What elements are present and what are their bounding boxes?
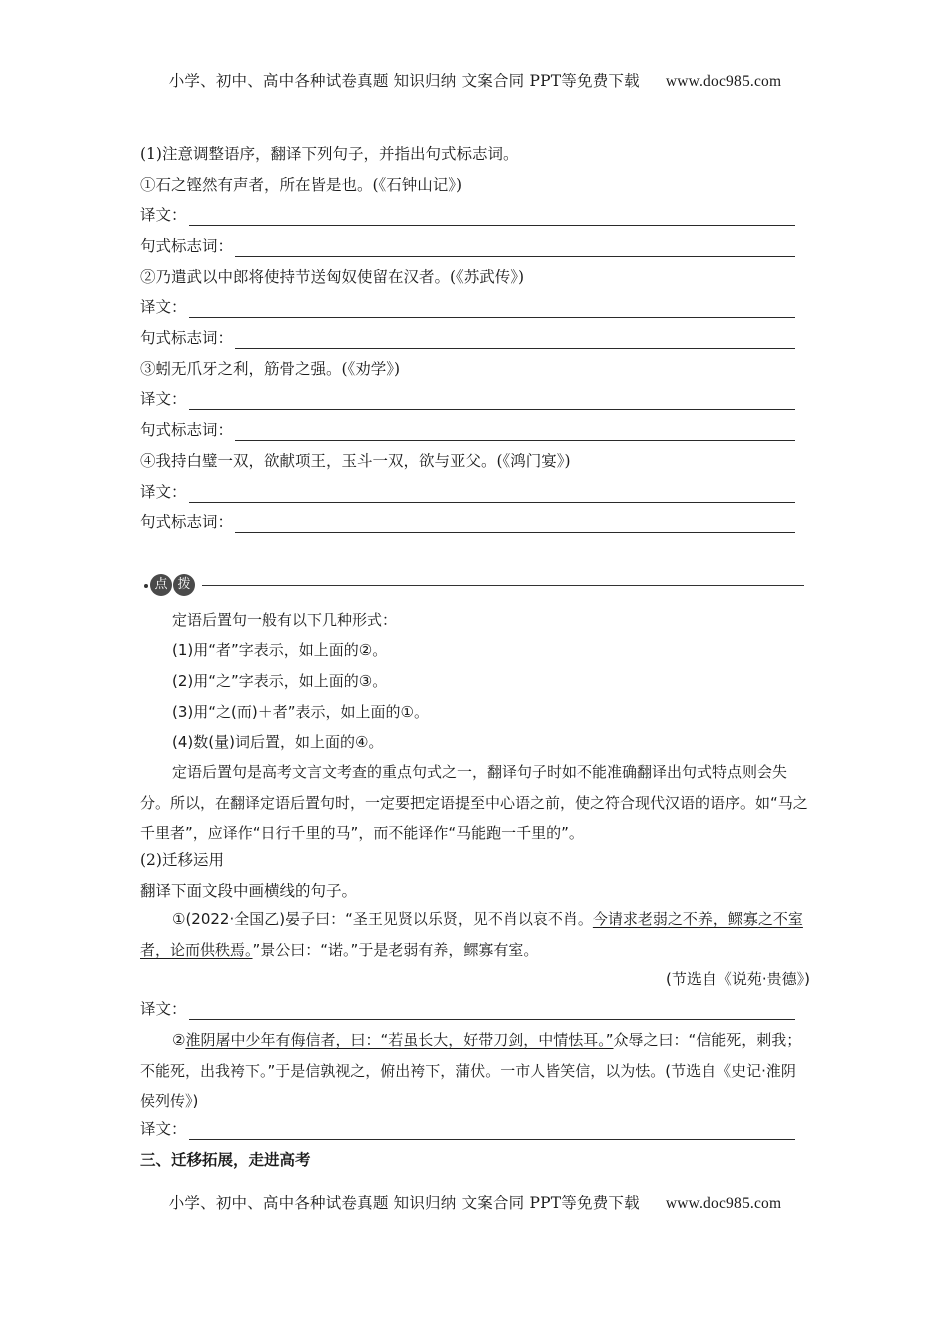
- tip-header: [140, 573, 804, 599]
- translation-field-1[interactable]: [140, 204, 795, 226]
- sentence-1: ①石之铿然有声者，所在皆是也。(《石钟山记》): [140, 176, 463, 194]
- translation-label: 译文：: [140, 1000, 187, 1018]
- section1-instruction: (1)注意调整语序，翻译下列句子，并指出句式标志词。: [140, 145, 519, 163]
- tip-note: [140, 757, 810, 849]
- passage-2-after: 众辱之曰：“信能死，刺我；不能死，出我袴下。”于是信孰视之，俯出袴下，蒲伏。一市人皆笑信，以为怯。(节选自《史记·淮阴侯列传》): [140, 1031, 802, 1110]
- passage-2: [140, 1025, 810, 1117]
- answer-blank[interactable]: [189, 302, 795, 318]
- section2-instruction: 翻译下面文段中画横线的句子。: [140, 882, 358, 900]
- answer-blank[interactable]: [189, 1004, 795, 1020]
- tip-badge-1: 点: [150, 574, 172, 596]
- translation-label: 译文：: [140, 298, 187, 316]
- answer-blank[interactable]: [189, 394, 795, 410]
- tip-form-3: (3)用“之(而)＋者”表示，如上面的①。: [172, 703, 429, 721]
- translation-field-5[interactable]: [140, 998, 795, 1020]
- tip-form-4: (4)数(量)词后置，如上面的④。: [172, 733, 384, 751]
- answer-blank[interactable]: [189, 210, 795, 226]
- passage-1-underlined: 今请求老弱之不养，鳏寡之不室者，论而供秩焉。: [140, 910, 803, 959]
- translation-label: 译文：: [140, 483, 187, 501]
- section3-title: 三、迁移拓展，走进高考: [140, 1150, 311, 1169]
- answer-blank[interactable]: [235, 333, 795, 349]
- answer-blank[interactable]: [189, 487, 795, 503]
- passage-2-before: ②: [172, 1031, 186, 1049]
- answer-blank[interactable]: [189, 1124, 795, 1140]
- answer-blank[interactable]: [235, 425, 795, 441]
- tip-note-text: 定语后置句是高考文言文考查的重点句式之一，翻译句子时如不能准确翻译出句式特点则会失分。所以，在翻译定语后置句时，一定要把定语提至中心语之前，使之符合现代汉语的语序。如“马之千里者”，应译作“日行千里的马”，而不能译作“马能跑一千里的”。: [140, 763, 808, 842]
- page-header: [0, 69, 950, 91]
- marker-field-3[interactable]: [140, 419, 795, 441]
- answer-blank[interactable]: [235, 517, 795, 533]
- marker-label: 句式标志词：: [140, 513, 234, 531]
- marker-label: 句式标志词：: [140, 237, 234, 255]
- tip-badge-2: 拨: [173, 574, 195, 596]
- tip-form-1: (1)用“者”字表示，如上面的②。: [172, 641, 388, 659]
- sentence-3: ③蚓无爪牙之利，筋骨之强。(《劝学》): [140, 360, 401, 378]
- page-footer: [0, 1191, 950, 1213]
- translation-label: 译文：: [140, 390, 187, 408]
- section2-title: (2)迁移运用: [140, 851, 224, 869]
- tip-intro: 定语后置句一般有以下几种形式：: [172, 611, 398, 629]
- passage-1-after: ”景公曰：“诺。”于是老弱有养，鳏寡有室。: [252, 940, 539, 959]
- marker-field-4[interactable]: [140, 511, 795, 533]
- marker-label: 句式标志词：: [140, 421, 234, 439]
- sentence-2: ②乃遣武以中郎将使持节送匈奴使留在汉者。(《苏武传》): [140, 268, 525, 286]
- translation-label: 译文：: [140, 1120, 187, 1138]
- passage-1: [140, 904, 810, 965]
- translation-field-2[interactable]: [140, 296, 795, 318]
- tip-divider: [202, 585, 804, 586]
- header-url[interactable]: www.doc985.com: [665, 73, 782, 90]
- bullet-dot: [144, 584, 148, 588]
- translation-field-4[interactable]: [140, 481, 795, 503]
- translation-field-6[interactable]: [140, 1118, 795, 1140]
- passage-2-underlined: 淮阴屠中少年有侮信者，曰：“若虽长大，好带刀剑，中情怯耳。”: [185, 1031, 614, 1049]
- footer-url[interactable]: www.doc985.com: [665, 1195, 782, 1212]
- marker-field-2[interactable]: [140, 327, 795, 349]
- answer-blank[interactable]: [235, 241, 795, 257]
- marker-field-1[interactable]: [140, 235, 795, 257]
- passage-1-before: ①(2022·全国乙)晏子曰：“圣王见贤以乐贤，见不肖以哀不肖。: [172, 910, 593, 928]
- passage-1-source: (节选自《说苑·贵德》): [666, 970, 810, 988]
- header-text: 小学、初中、高中各种试卷真题 知识归纳 文案合同 PPT等免费下载: [168, 72, 640, 90]
- tip-form-2: (2)用“之”字表示，如上面的③。: [172, 672, 388, 690]
- footer-text: 小学、初中、高中各种试卷真题 知识归纳 文案合同 PPT等免费下载: [168, 1194, 640, 1212]
- marker-label: 句式标志词：: [140, 329, 234, 347]
- sentence-4: ④我持白璧一双，欲献项王，玉斗一双，欲与亚父。(《鸿门宴》): [140, 452, 571, 470]
- translation-field-3[interactable]: [140, 388, 795, 410]
- translation-label: 译文：: [140, 206, 187, 224]
